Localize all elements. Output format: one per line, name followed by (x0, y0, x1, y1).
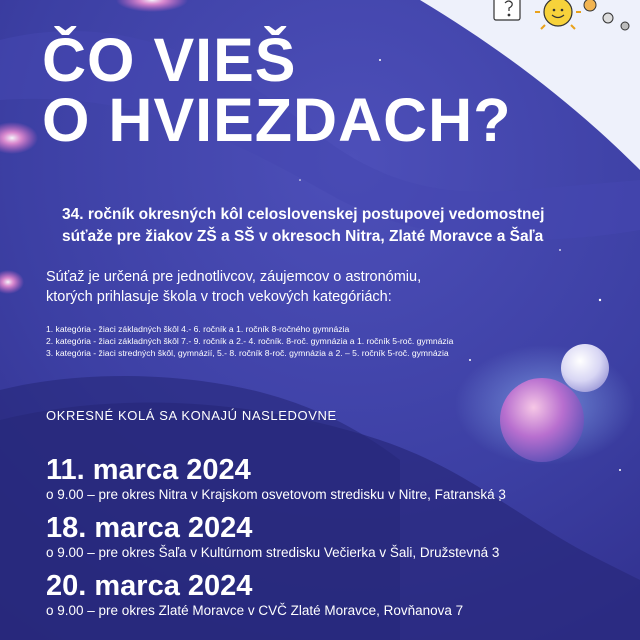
title-line-2: O HVIEZDACH? (42, 86, 512, 154)
event-detail: o 9.00 – pre okres Nitra v Krajskom osvetovom stredisku v Nitre, Fatranská 3 (46, 487, 506, 502)
page-title (42, 26, 512, 154)
event-detail: o 9.00 – pre okres Šaľa v Kultúrnom stredisku Večierka v Šali, Družstevná 3 (46, 545, 500, 560)
title-line-1: ČO VIEŠ (42, 26, 297, 94)
category-item: 1. kategória - žiaci základných škôl 4.- 6. ročník a 1. ročník 8-ročného gymnázia (46, 324, 350, 334)
event-item (46, 512, 626, 562)
event-date: 18. marca 2024 (46, 512, 253, 544)
intro-line-2: súťaže pre žiakov ZŠ a SŠ v okresoch Nitra, Zlaté Moravce a Šaľa (62, 228, 544, 245)
description-line-1: Súťaž je určená pre jednotlivcov, záujemcov o astronómiu, (46, 269, 422, 285)
intro-line-1: 34. ročník okresných kôl celoslovenskej postupovej vedomostnej (62, 206, 545, 223)
description-line-2: ktorých prihlasuje škola v troch vekových kategóriách: (46, 289, 392, 305)
event-item (46, 454, 626, 504)
description-text (46, 267, 606, 307)
event-date: 11. marca 2024 (46, 454, 251, 486)
event-date: 20. marca 2024 (46, 570, 253, 602)
category-item: 3. kategória - žiaci stredných škôl, gymnázií, 5.- 8. ročník 8-roč. gymnázia a 2. – 5. ročník 5-roč. gymnázia (46, 348, 449, 358)
event-detail: o 9.00 – pre okres Zlaté Moravce v CVČ Zlaté Moravce, Rovňanova 7 (46, 603, 464, 618)
schedule-heading: OKRESNÉ KOLÁ SA KONAJÚ NASLEDOVNE (46, 408, 337, 423)
category-item: 2. kategória - žiaci základných škôl 7.- 9. ročník a 2.- 4. ročník. 8-roč. gymnázia a 1. ročník 5-roč. gymnázia (46, 336, 454, 346)
category-list (46, 323, 606, 359)
event-item (46, 570, 626, 620)
intro-text (62, 204, 632, 248)
sun-icon (535, 0, 581, 29)
